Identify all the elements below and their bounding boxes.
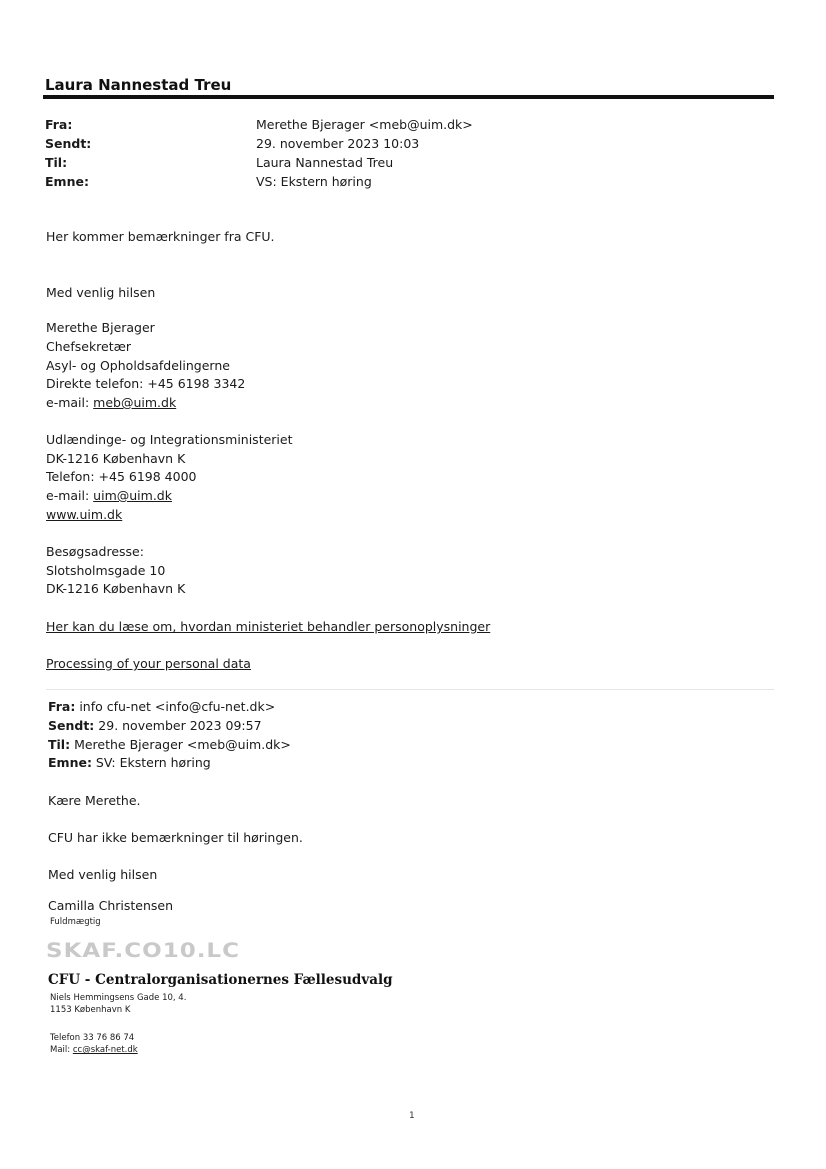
intro-text: Her kommer bemærkninger fra CFU.	[46, 229, 275, 244]
org-address: Niels Hemmingsens Gade 10, 4.	[50, 993, 187, 1003]
quoted-sent-line	[48, 718, 262, 733]
sent-value: 29. november 2023 10:03	[256, 136, 420, 151]
ministry-name: Udlændinge- og Integrationsministeriet	[46, 432, 293, 447]
from-label: Fra:	[45, 117, 73, 132]
page-number: 1	[409, 1111, 415, 1121]
quoted-from-line	[48, 699, 275, 714]
subject-label: Emne:	[45, 174, 89, 189]
org-mail-link[interactable]: cc@skaf-net.dk	[72, 1045, 138, 1055]
quoted-greeting: Med venlig hilsen	[48, 867, 158, 882]
ministry-email-line	[46, 488, 172, 503]
quoted-salutation: Kære Merethe.	[48, 793, 141, 808]
org-mail-line	[50, 1045, 138, 1055]
greeting-text: Med venlig hilsen	[46, 285, 156, 300]
visit-label: Besøgsadresse:	[46, 544, 144, 559]
sender-name: Laura Nannestad Treu	[45, 76, 232, 94]
signature-name: Merethe Bjerager	[46, 320, 155, 335]
privacy-link-da[interactable]: Her kan du læse om, hvordan ministeriet behandler personoplysninger	[46, 619, 491, 634]
sent-label: Sendt:	[45, 136, 92, 151]
quoted-to-line	[48, 737, 291, 752]
to-value: Laura Nannestad Treu	[256, 155, 394, 170]
quoted-to-label: Til:	[48, 737, 71, 752]
website-link[interactable]: www.uim.dk	[46, 507, 123, 522]
subject-value: VS: Ekstern høring	[256, 174, 372, 189]
email-prefix: e-mail:	[46, 395, 94, 410]
to-label: Til:	[45, 155, 68, 170]
quoted-subject-value: SV: Ekstern høring	[91, 755, 211, 770]
signature-title: Chefsekretær	[46, 339, 132, 354]
quoted-message: CFU har ikke bemærkninger til høringen.	[48, 830, 303, 845]
skaf-logo: SKAF.CO10.LC	[46, 940, 240, 963]
visit-city: DK-1216 København K	[46, 581, 186, 596]
quoted-name: Camilla Christensen	[48, 898, 174, 913]
quoted-title: Fuldmægtig	[50, 917, 101, 927]
org-name: CFU - Centralorganisationernes Fællesudvalg	[48, 972, 393, 988]
header-rule	[43, 95, 774, 99]
org-city: 1153 København K	[50, 1005, 131, 1015]
from-value: Merethe Bjerager <meb@uim.dk>	[256, 117, 473, 132]
quote-separator	[46, 689, 774, 690]
ministry-email-prefix: e-mail:	[46, 488, 94, 503]
ministry-address: DK-1216 København K	[46, 451, 186, 466]
visit-street: Slotsholmsgade 10	[46, 563, 166, 578]
quoted-from-label: Fra:	[48, 699, 76, 714]
signature-department: Asyl- og Opholdsafdelingerne	[46, 358, 230, 373]
ministry-phone: Telefon: +45 6198 4000	[46, 469, 197, 484]
org-phone: Telefon 33 76 86 74	[50, 1033, 135, 1043]
email-link[interactable]: meb@uim.dk	[93, 395, 177, 410]
quoted-sent-value: 29. november 2023 09:57	[94, 718, 262, 733]
quoted-sent-label: Sendt:	[48, 718, 95, 733]
signature-email-line	[46, 395, 176, 410]
privacy-link-en[interactable]: Processing of your personal data	[46, 656, 251, 671]
signature-phone: Direkte telefon: +45 6198 3342	[46, 376, 246, 391]
ministry-email-link[interactable]: uim@uim.dk	[93, 488, 172, 503]
quoted-to-value: Merethe Bjerager <meb@uim.dk>	[70, 737, 291, 752]
quoted-subject-line	[48, 755, 211, 770]
quoted-from-value: info cfu-net <info@cfu-net.dk>	[75, 699, 276, 714]
org-mail-prefix: Mail:	[50, 1045, 73, 1055]
quoted-subject-label: Emne:	[48, 755, 92, 770]
